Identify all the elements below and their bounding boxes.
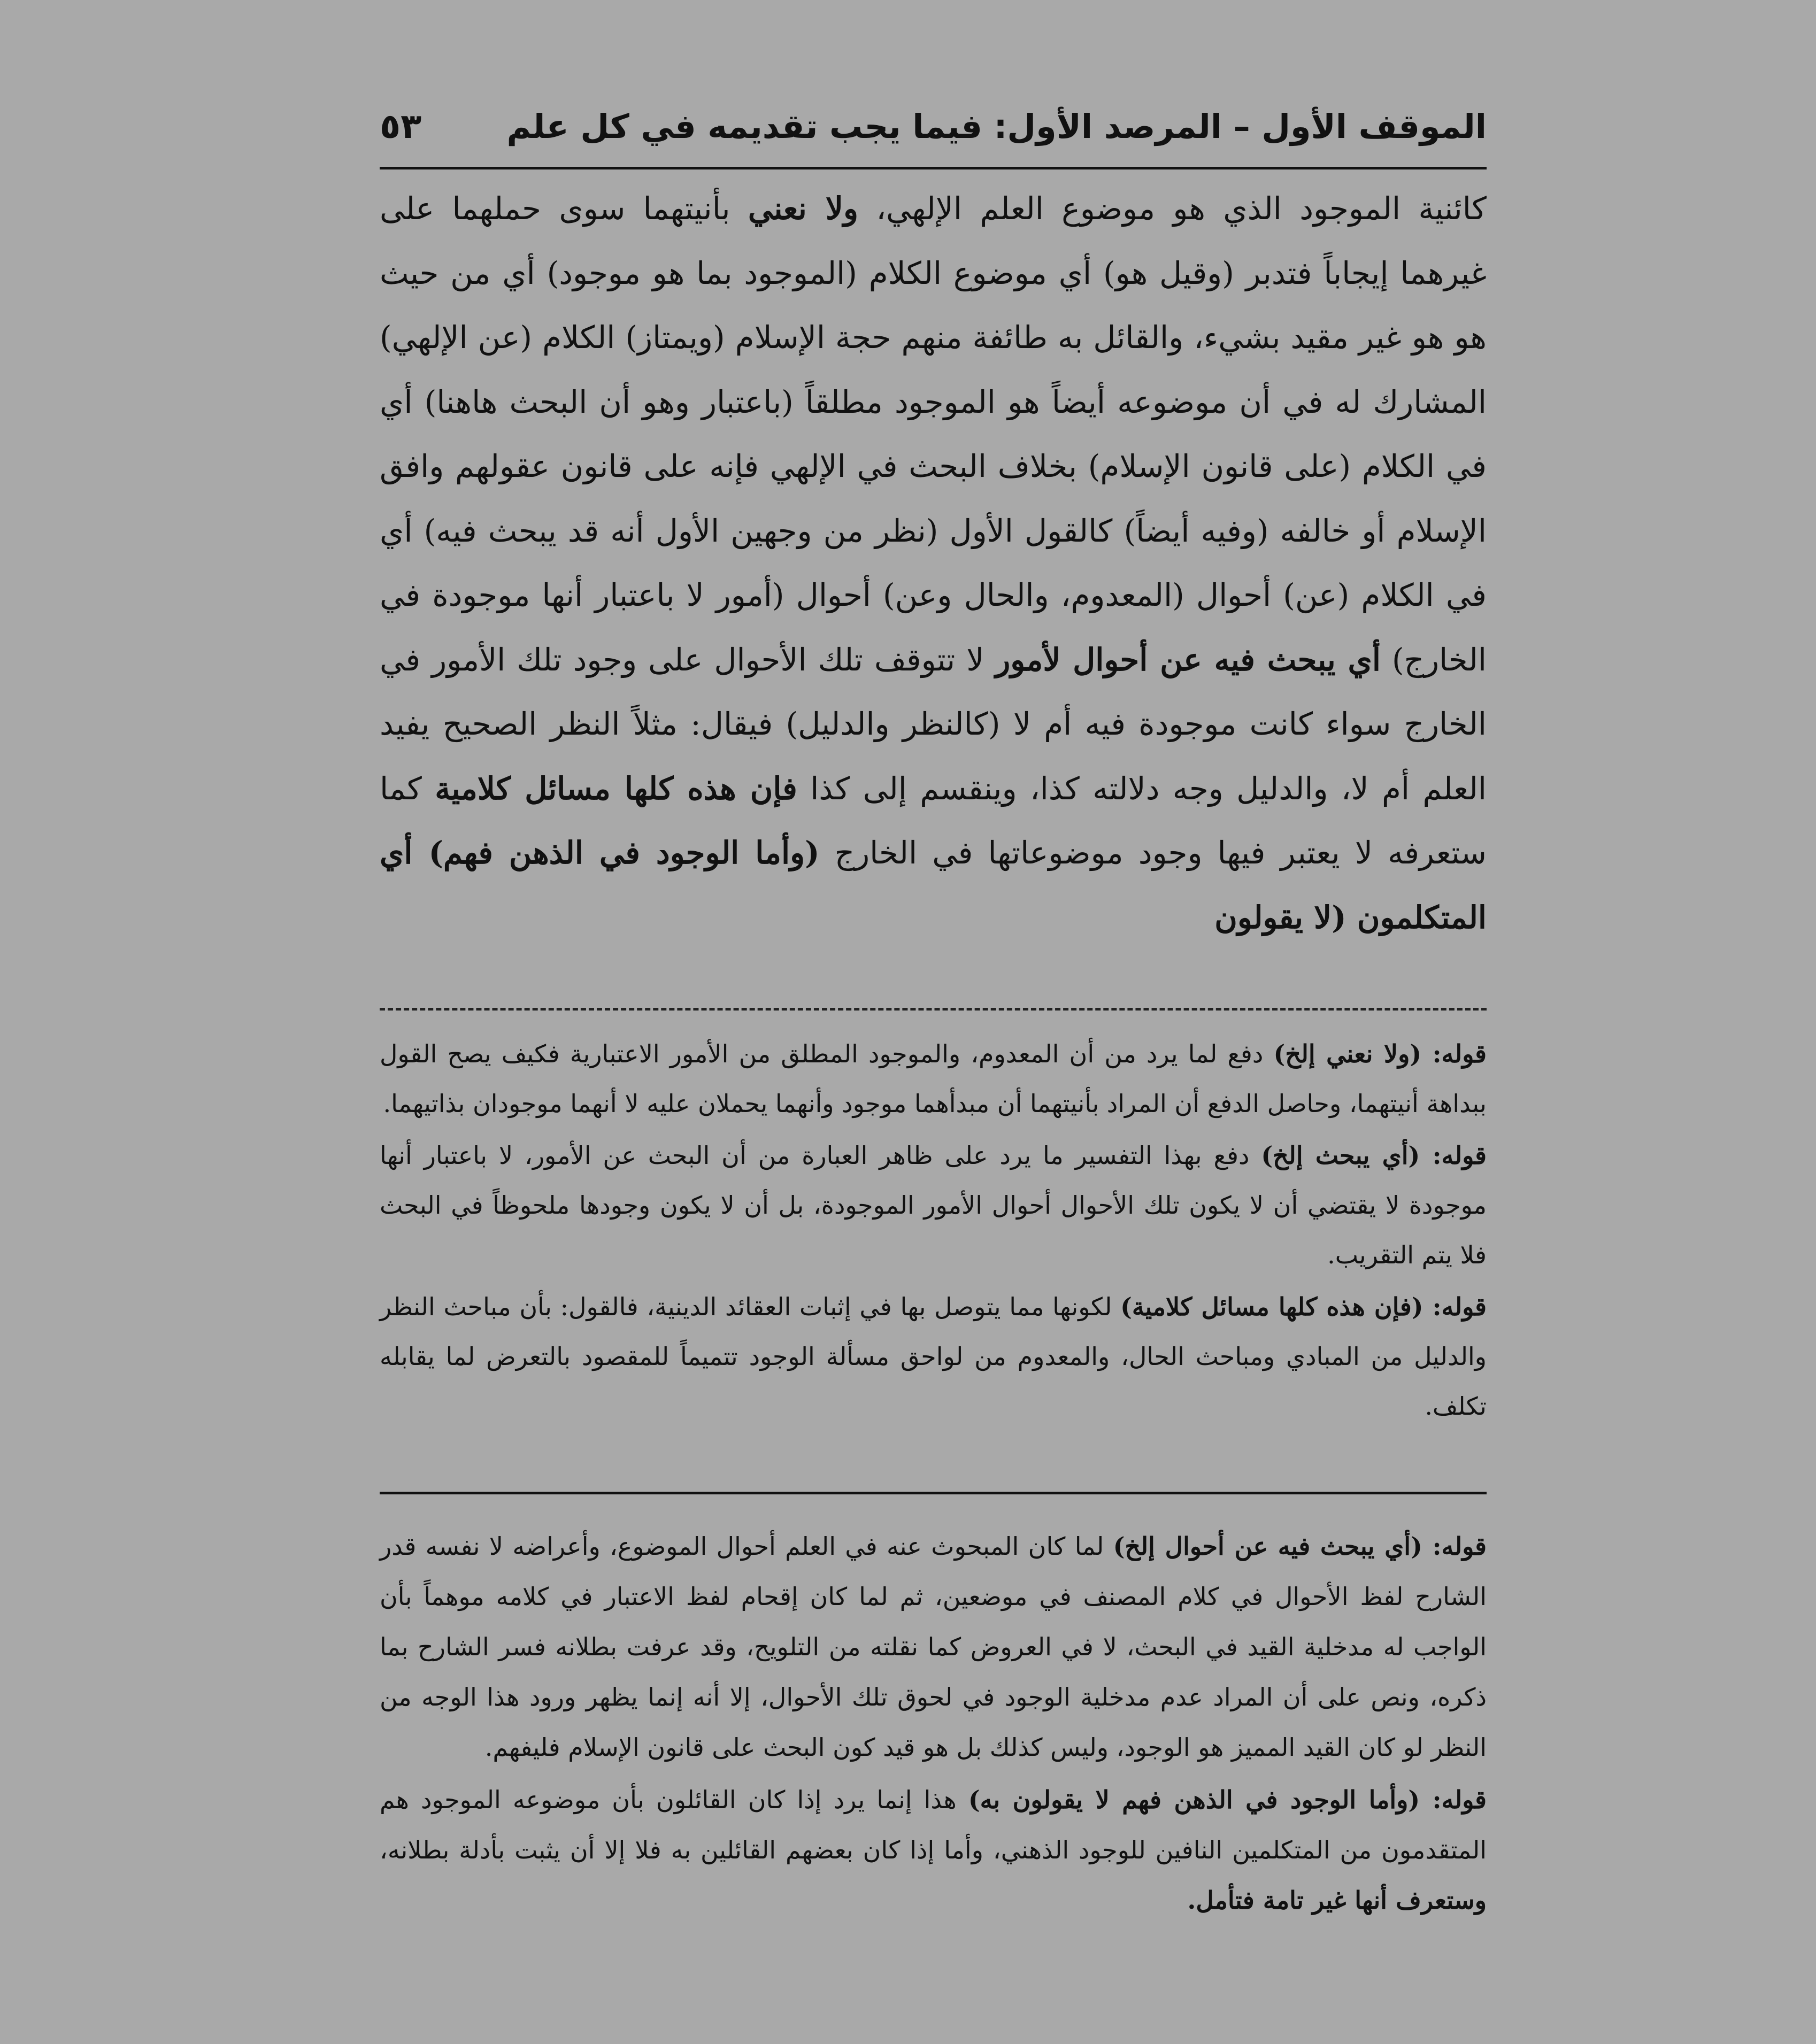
note-quote: (ولا نعني إلخ) xyxy=(1273,1039,1422,1068)
main-text-bold-segment: (وأما الوجود في الذهن فهم) أي المتكلمون (لا يقولون xyxy=(380,835,1487,936)
commentary-notes-lower xyxy=(380,1521,1487,1927)
note-text: لما كان المبحوث عنه في العلم أحوال الموضوع، وأعراضه لا نفسه قدر الشارح لفظ الأحوال في كلام المصنف في موضعين، ثم لما كان إقحام لفظ الاعتبار في كلامه موهماً بأن الواجب له مدخلية القيد في البحث، لا في العروض كما نقلته من التلويح، وقد عرفت بطلانه فسر الشارح بما ذكره، ونص على أن المراد عدم مدخلية الوجود في لحوق تلك الأحوال، إلا أنه إنما يظهر ورود هذا الوجه من النظر لو كان القيد المميز هو الوجود، وليس كذلك بل هو قيد كون البحث على قانون الإسلام فليفهم. xyxy=(380,1532,1487,1762)
main-text-bold-segment: أي يبحث فيه عن أحوال لأمور xyxy=(995,641,1381,678)
main-text xyxy=(380,176,1487,950)
note-text: هذا إنما يرد إذا كان القائلون بأن موضوعه الموجود هم المتقدمون من المتكلمين النافين للوجود الذهني، وأما إذا كان بعضهم القائلين به فلا إلا أن يثبت بأدلة بطلانه، xyxy=(380,1785,1487,1864)
note-label: قوله: xyxy=(1421,1039,1487,1068)
note-quote: (أي يبحث إلخ) xyxy=(1261,1141,1420,1170)
commentary-note xyxy=(380,1521,1487,1772)
note-label: قوله: xyxy=(1420,1141,1487,1170)
page-number: ٥٣ xyxy=(380,107,422,146)
commentary-note xyxy=(380,1775,1487,1925)
note-text: دفع بهذا التفسير ما يرد على ظاهر العبارة من أن البحث عن الأمور، لا باعتبار أنها موجودة لا يقتضي أن لا يكون تلك الأحوال أحوال الأمور الموجودة، بل أن لا يكون وجودها ملحوظاً في البحث فلا يتم التقريب. xyxy=(380,1141,1487,1269)
page-header xyxy=(380,96,1487,160)
note-label: قوله: xyxy=(1420,1785,1487,1814)
main-text-bold-segment: ولا نعني xyxy=(748,190,858,227)
note-label: قوله: xyxy=(1423,1292,1487,1321)
note-text: دفع لما يرد من أن المعدوم، والموجود المطلق من الأمور الاعتبارية فكيف يصح القول ببداهة أنيتهما، وحاصل الدفع أن المراد بأنيتهما أن مبدأهما موجود وأنهما يحملان عليه لا أنهما موجودان بذاتيهما. xyxy=(380,1039,1487,1118)
note-text: لكونها مما يتوصل بها في إثبات العقائد الدينية، فالقول: بأن مباحث النظر والدليل من المبادي ومباحث الحال، والمعدوم من لواحق مسألة الوجود تتميماً للمقصود بالتعرض لما يقابله تكلف. xyxy=(380,1292,1487,1421)
note-label: قوله: xyxy=(1422,1532,1487,1561)
footnote-separator xyxy=(380,1492,1487,1494)
book-page xyxy=(380,80,1487,1915)
note-quote: (فإن هذه كلها مسائل كلامية) xyxy=(1120,1292,1423,1321)
commentary-notes-upper xyxy=(380,1029,1487,1433)
note-tail-bold: وستعرف أنها غير تامة فتأمل. xyxy=(1187,1886,1487,1915)
note-quote: (وأما الوجود في الذهن فهم لا يقولون به) xyxy=(968,1785,1420,1814)
running-title: الموقف الأول – المرصد الأول: فيما يجب تقديمه في كل علم xyxy=(506,107,1487,146)
commentary-note xyxy=(380,1029,1487,1129)
header-rule xyxy=(380,167,1487,169)
main-text-segment: لا تتوقف تلك الأحوال على وجود تلك الأمور في الخارج سواء كانت موجودة فيه أم لا (كالنظر والدليل) فيقال: مثلاً النظر الصحيح يفيد العلم أم لا، والدليل وجه دلالته كذا، وينقسم إلى كذا xyxy=(380,641,1487,807)
commentary-note xyxy=(380,1131,1487,1280)
main-text-segment: بأنيتهما سوى حملهما على غيرهما إيجاباً فتدبر (وقيل هو) أي موضوع الكلام (الموجود بما هو موجود) أي من حيث هو هو غير مقيد بشيء، والقائل به طائفة منهم حجة الإسلام (ويمتاز) الكلام (عن الإلهي) المشارك له في أن موضوعه أيضاً هو الموجود مطلقاً (باعتبار وهو أن البحث هاهنا) أي في الكلام (على قانون الإسلام) بخلاف البحث في الإلهي فإنه على قانون عقولهم وافق الإسلام أو خالفه (وفيه أيضاً) كالقول الأول (نظر من وجهين الأول أنه قد يبحث فيه) أي في الكلام (عن) أحوال (المعدوم، والحال وعن) أحوال (أمور لا باعتبار أنها موجودة في الخارج) xyxy=(380,190,1487,678)
main-text-segment: كما ستعرفه لا يعتبر فيها وجود موضوعاتها في الخارج xyxy=(380,770,1487,871)
note-quote: (أي يبحث فيه عن أحوال إلخ) xyxy=(1113,1532,1422,1561)
main-paragraph xyxy=(380,176,1487,950)
commentary-note xyxy=(380,1282,1487,1431)
dashed-separator xyxy=(380,1008,1487,1011)
main-text-bold-segment: فإن هذه كلها مسائل كلامية xyxy=(435,770,797,807)
main-text-segment: كائنية الموجود الذي هو موضوع العلم الإلهي، xyxy=(858,190,1487,227)
